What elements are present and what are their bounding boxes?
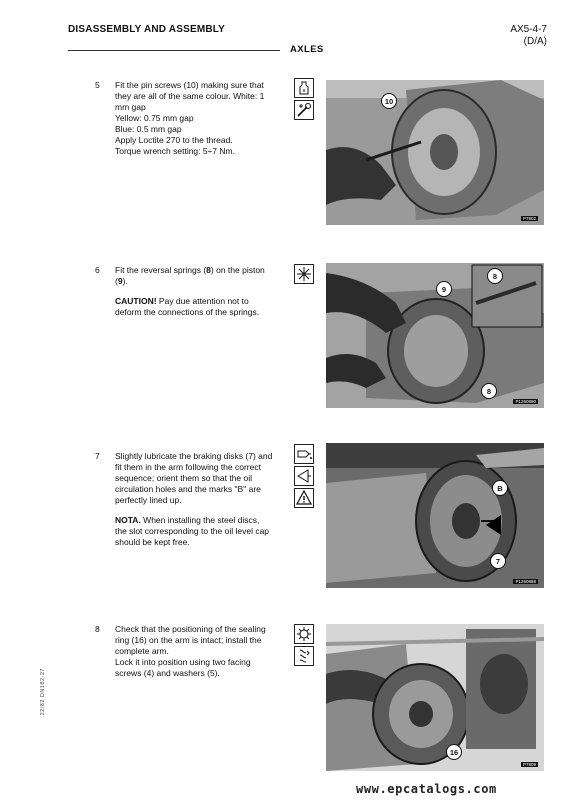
callout-label: B — [492, 480, 508, 496]
step-line: Torque wrench setting: 5÷7 Nm. — [115, 146, 235, 156]
callout-label: 7 — [490, 553, 506, 569]
check-seal-icon — [294, 624, 314, 644]
align-icon — [294, 466, 314, 486]
step-line: circulation holes and the marks "B" are — [115, 484, 261, 494]
document-header-title: DISASSEMBLY AND ASSEMBLY — [68, 24, 226, 35]
section-title: AXLES — [290, 44, 324, 55]
nota-note: NOTA. When installing the steel discs, the slot corresponding to the oil level cap should be kept free. — [115, 515, 270, 547]
step-line: they are all of the same colour. White: 1 — [115, 91, 265, 101]
callout-label: 8 — [487, 268, 503, 284]
step-line: Blue: 0.5 mm gap — [115, 124, 182, 134]
photo-code: P7802 — [522, 216, 536, 221]
step-line: (9). — [115, 276, 128, 286]
callout-label: 9 — [436, 281, 452, 297]
step-line: sequence; orient them so that the oil — [115, 473, 253, 483]
step-instructions — [115, 451, 283, 557]
lubricate-icon — [294, 444, 314, 464]
step-photo — [326, 263, 544, 408]
loctite-icon — [294, 78, 314, 98]
step-line: Fit the pin screws (10) making sure that — [115, 80, 264, 90]
step-number: 7 — [95, 451, 100, 461]
step-number: 8 — [95, 624, 100, 634]
header-rule — [68, 50, 280, 51]
warning-icon — [294, 488, 314, 508]
step-instructions — [115, 80, 283, 157]
torque-wrench-icon — [294, 100, 314, 120]
step-paragraph — [115, 451, 283, 506]
callout-label: 16 — [446, 744, 462, 760]
step-line: fit them in the arm following the correct — [115, 462, 261, 472]
website-watermark: www.epcatalogs.com — [356, 782, 497, 796]
step-number: 5 — [95, 80, 100, 90]
step-icons — [294, 444, 316, 510]
step-instructions — [115, 265, 283, 327]
step-line: Yellow: 0.75 mm gap — [115, 113, 194, 123]
step-line: Fit the reversal springs (8) on the piston — [115, 265, 265, 275]
step-line: perfectly lined up. — [115, 495, 182, 505]
fitting-icon — [294, 264, 314, 284]
step-line: screws (4) and washers (5). — [115, 668, 220, 678]
document-code-line2: (D/A) — [523, 36, 547, 47]
document-code-line1: AX5-4-7 — [510, 24, 547, 35]
step-line: mm gap — [115, 102, 146, 112]
step-number: 6 — [95, 265, 100, 275]
install-icon — [294, 646, 314, 666]
photo-code: P1260888 — [515, 579, 536, 584]
step-icons — [294, 78, 316, 122]
photo-code: P1260880 — [515, 399, 536, 404]
step-instructions — [115, 624, 283, 679]
callout-label: 10 — [381, 93, 397, 109]
step-line: Slightly lubricate the braking disks (7) and — [115, 451, 273, 461]
step-icons — [294, 264, 316, 286]
callout-label: 8 — [481, 383, 497, 399]
caution-label: CAUTION! — [115, 296, 157, 306]
step-icons — [294, 624, 316, 668]
side-print-code: 22/82 DN182-27 — [40, 668, 46, 716]
step-photo — [326, 443, 544, 588]
step-line: complete arm. — [115, 646, 169, 656]
step-photo — [326, 80, 544, 225]
step-paragraph — [115, 265, 283, 287]
nota-label: NOTA. — [115, 515, 141, 525]
photo-code: P7809 — [522, 762, 536, 767]
step-line: ring (16) on the arm is intact; install the — [115, 635, 262, 645]
step-photo — [326, 624, 544, 771]
step-line: Apply Loctite 270 to the thread. — [115, 135, 233, 145]
step-line: Check that the positioning of the sealing — [115, 624, 266, 634]
document-code — [510, 24, 547, 48]
step-line: Lock it into position using two facing — [115, 657, 251, 667]
caution-note: CAUTION! Pay due attention not to deform the connections of the springs. — [115, 296, 260, 317]
